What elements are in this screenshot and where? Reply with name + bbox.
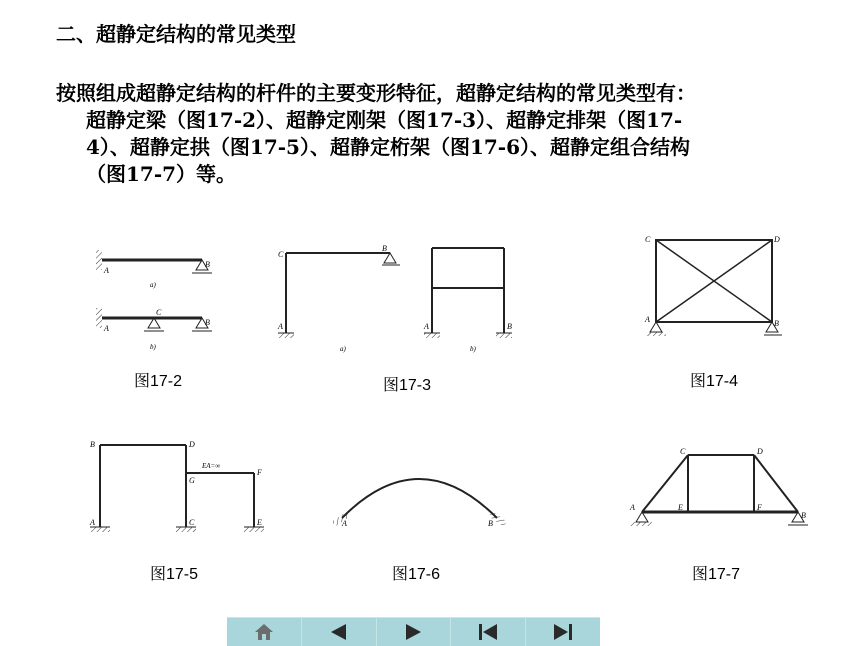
label-c: C — [645, 235, 651, 244]
label-b: B — [90, 440, 95, 449]
fixed-support-a2 — [96, 308, 102, 328]
label-c: C — [278, 250, 284, 259]
first-button[interactable] — [451, 618, 526, 646]
last-icon — [551, 623, 575, 641]
next-button[interactable] — [377, 618, 452, 646]
home-icon — [253, 622, 275, 642]
pin-support-a — [650, 322, 662, 332]
label-a: A — [342, 519, 347, 528]
label-d: D — [189, 440, 195, 449]
label-d: D — [757, 447, 763, 456]
arch-curve — [342, 479, 497, 518]
previous-icon — [328, 623, 350, 641]
sublabel-b: b) — [470, 345, 476, 353]
caption-17-7: 图17-7 — [692, 566, 741, 583]
label-c2: C — [156, 308, 162, 317]
label-ea: EA=∞ — [202, 462, 221, 470]
slide-nav-bar — [227, 617, 600, 646]
label-a1: A — [104, 266, 109, 275]
roller-support-b — [384, 253, 396, 263]
caption-17-6: 图17-6 — [392, 566, 441, 583]
caption-17-2: 图17-2 — [134, 373, 183, 390]
figure-17-7-diagram — [626, 440, 816, 540]
figure-17-3-diagram — [272, 243, 522, 358]
fixed-support-a1 — [96, 250, 102, 270]
label-e: E — [257, 518, 262, 527]
home-button[interactable] — [227, 618, 302, 646]
label-a: A — [645, 315, 650, 324]
label-c: C — [189, 518, 195, 527]
caption-17-3: 图17-3 — [383, 377, 432, 394]
label-b2: B — [205, 318, 210, 327]
paragraph-line-2: 超静定梁（图17-2）、超静定刚架（图17-3）、超静定排架（图17- — [86, 108, 683, 132]
figure-17-4-diagram — [640, 230, 790, 345]
paragraph-line-3: 4）、超静定拱（图17-5）、超静定桁架（图17-6）、超静定组合结构 — [86, 135, 691, 159]
support-a — [332, 511, 350, 526]
label-a: A — [90, 518, 95, 527]
last-button[interactable] — [526, 618, 600, 646]
label-f: F — [257, 468, 262, 477]
next-icon — [402, 623, 424, 641]
previous-button[interactable] — [302, 618, 377, 646]
label-b2: B — [507, 322, 512, 331]
sublabel-a: a) — [150, 281, 156, 289]
label-f: F — [757, 503, 762, 512]
figure-17-6-diagram — [322, 460, 517, 545]
intro-paragraph — [56, 80, 826, 188]
label-b1: B — [205, 260, 210, 269]
sublabel-a: a) — [340, 345, 346, 353]
label-d: D — [774, 235, 780, 244]
label-b: B — [801, 511, 806, 520]
label-e: E — [678, 503, 683, 512]
paragraph-line-1: 按照组成超静定结构的杆件的主要变形特征，超静定结构的常见类型有： — [56, 81, 696, 105]
caption-17-5: 图17-5 — [150, 566, 199, 583]
label-a2: A — [104, 324, 109, 333]
label-a1: A — [278, 322, 283, 331]
section-heading: 二、超静定结构的常见类型 — [56, 22, 296, 46]
paragraph-line-4: （图17-7）等。 — [86, 162, 237, 186]
figure-17-5-diagram — [86, 435, 276, 545]
sublabel-b: b) — [150, 343, 156, 351]
label-b: B — [774, 319, 779, 328]
label-g: G — [189, 476, 195, 485]
label-c: C — [680, 447, 686, 456]
figure-17-2-diagram — [92, 245, 222, 355]
label-b: B — [382, 244, 387, 253]
caption-17-4: 图17-4 — [690, 373, 739, 390]
first-icon — [476, 623, 500, 641]
label-a: A — [630, 503, 635, 512]
label-a2: A — [424, 322, 429, 331]
label-b: B — [488, 519, 493, 528]
